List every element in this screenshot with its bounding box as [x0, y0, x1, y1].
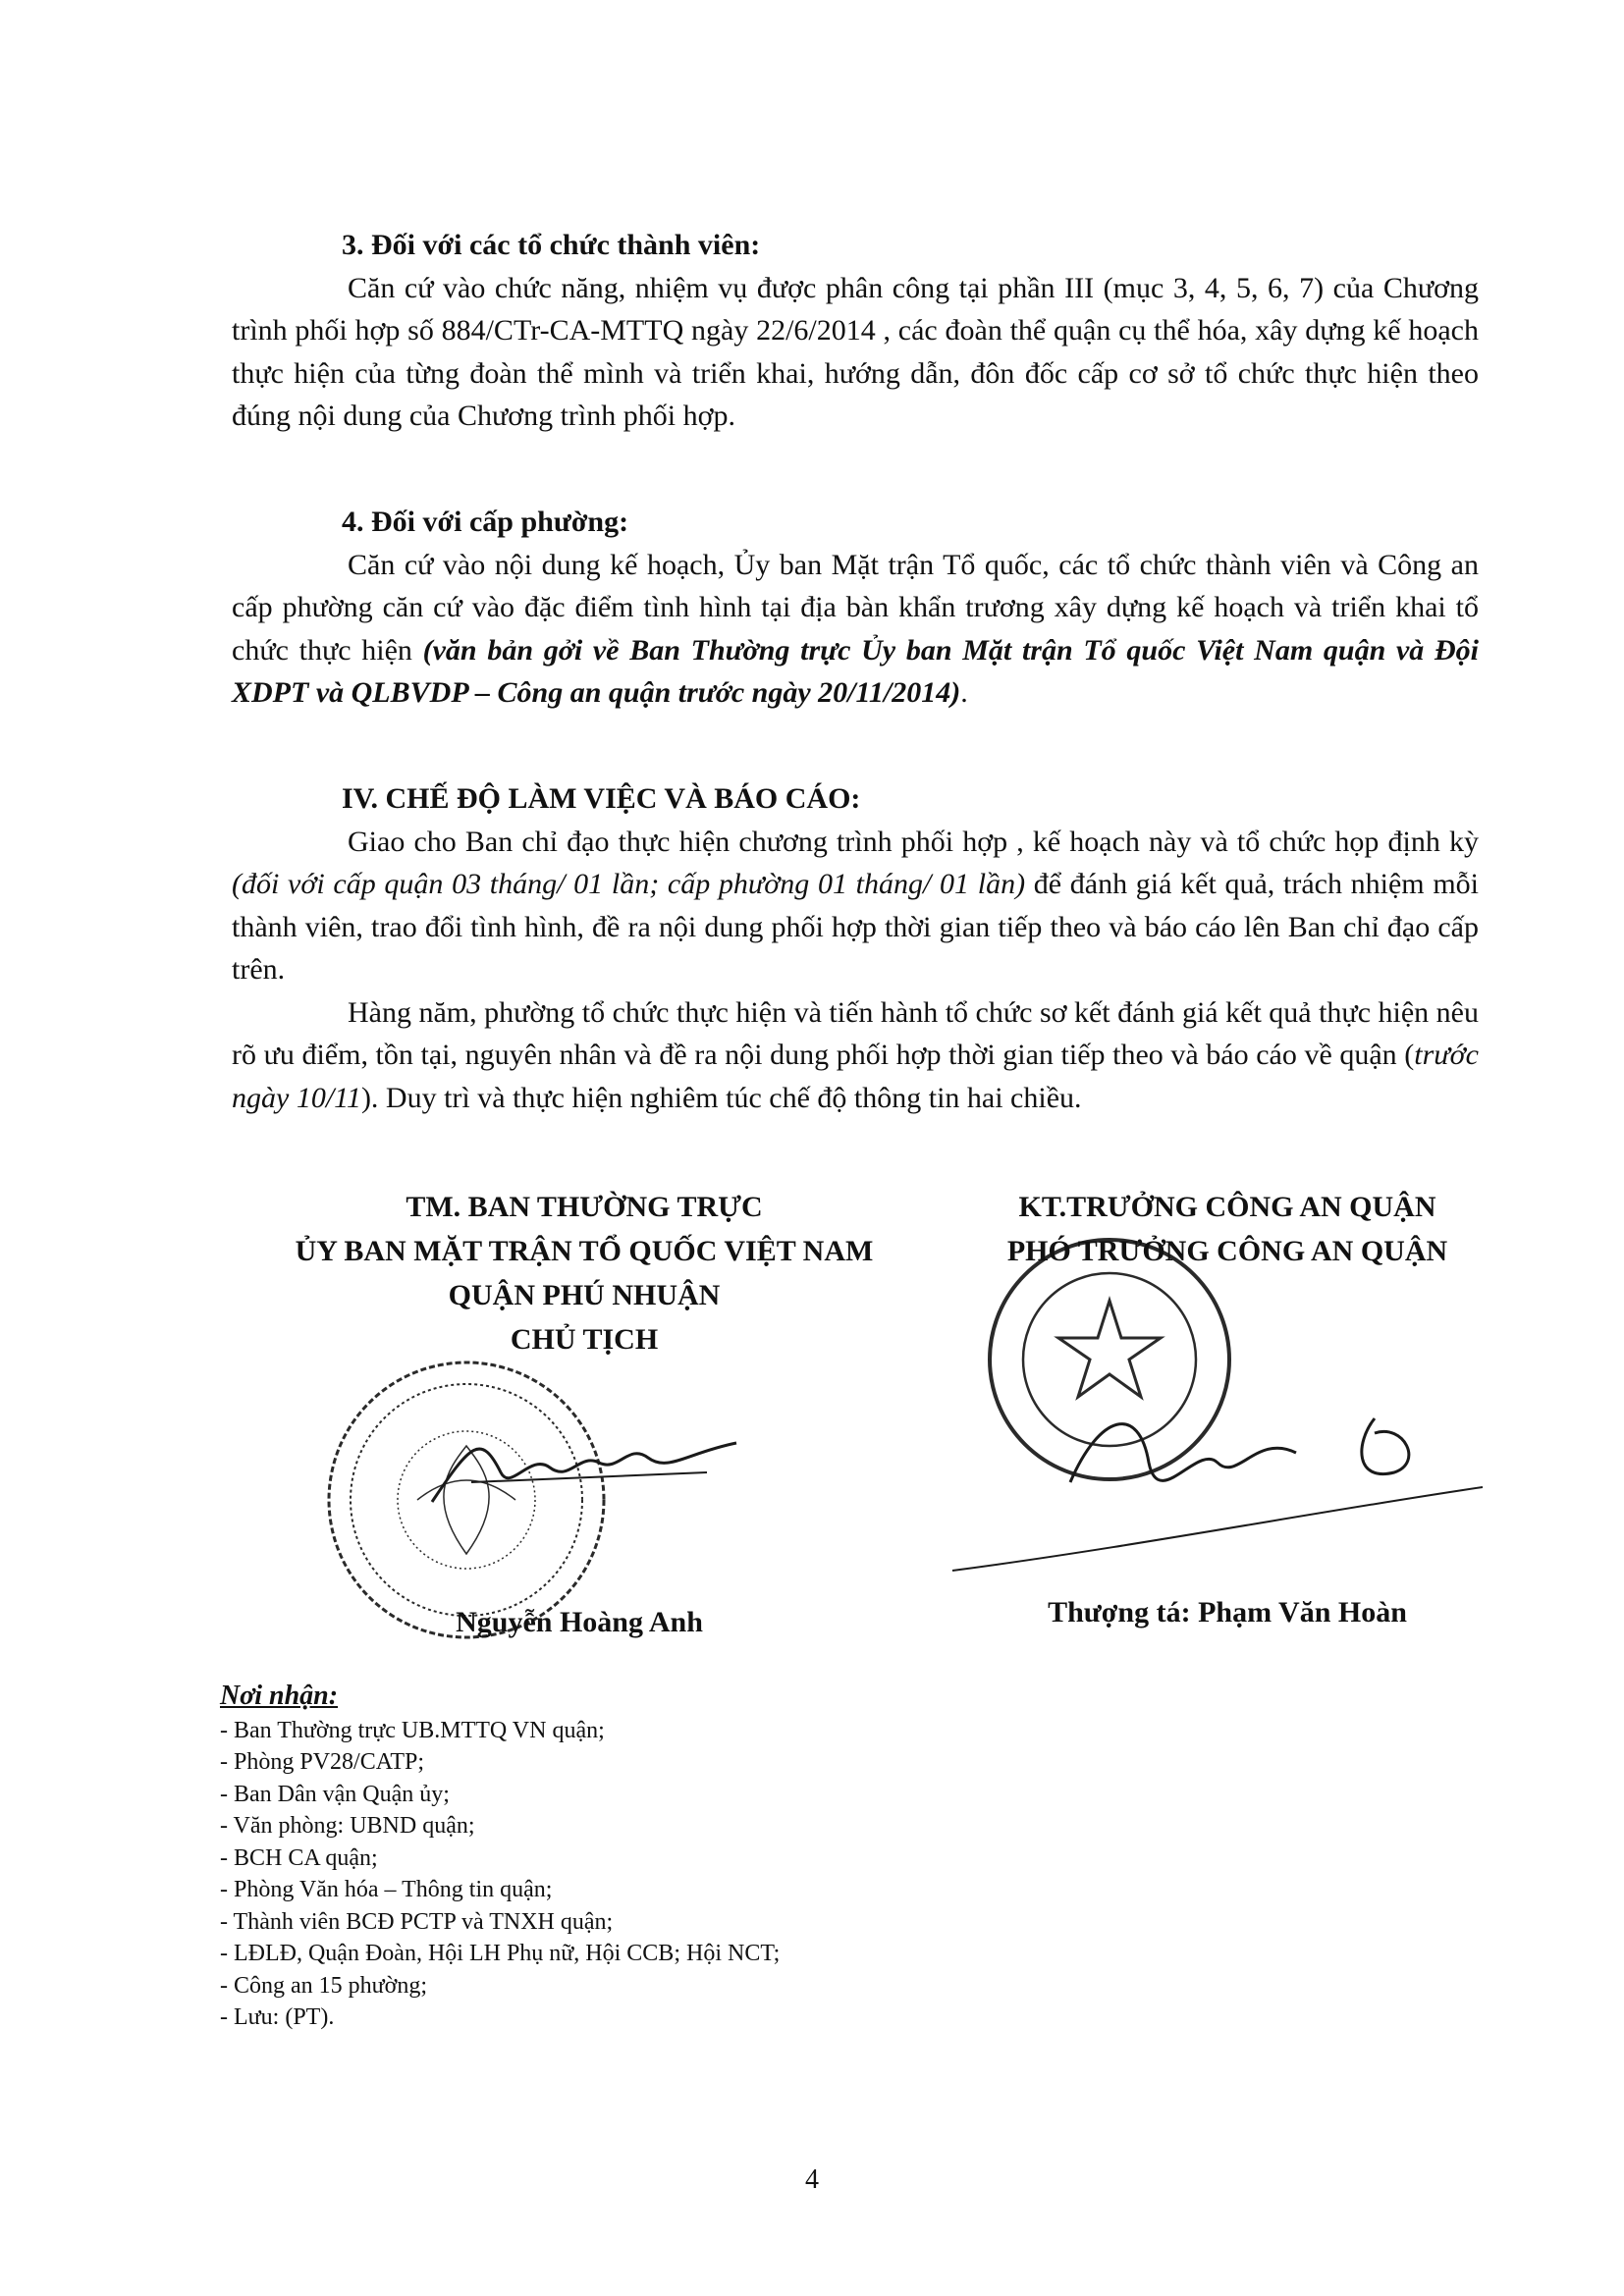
right-signer-name: Thượng tá: Phạm Văn Hoàn	[1048, 1596, 1407, 1629]
right-org-line-1: KT.TRƯỞNG CÔNG AN QUẬN	[1018, 1191, 1436, 1223]
section-iv-paragraph-1	[232, 821, 1479, 991]
recipient-item: - Ban Dân vận Quận ủy;	[220, 1781, 450, 1807]
recipient-item: - Công an 15 phường;	[220, 1972, 428, 1999]
recipient-item: - Thành viên BCĐ PCTP và TNXH quận;	[220, 1908, 614, 1935]
section-3-paragraph: Căn cứ vào chức năng, nhiệm vụ được phân công tại phần III (mục 3, 4, 5, 6, 7) của Chương trình phối hợp số 884/CTr-CA-MTTQ ngày 22/6/2014 , các đoàn thể quận cụ thể hóa, xây dựng kế hoạch thực hiện của từng đoàn thể mình và triển khai, hướng dẫn, đôn đốc cấp cơ sở tổ chức thực hiện theo đúng nội dung của Chương trình phối hợp.	[232, 271, 1479, 432]
section-iv-p2-text: Hàng năm, phường tổ chức thực hiện và tiến hành tổ chức sơ kết đánh giá kết quả thực hiện nêu rõ ưu điểm, tồn tại, nguyên nhân và đề ra nội dung phối hợp thời gian tiếp theo và báo cáo về quận (	[232, 995, 1479, 1071]
section-iv-p1-tail: để đánh giá kết quả, trách nhiệm mỗi thành viên, trao đổi tình hình, đề ra nội dung phối hợp thời gian tiếp theo và báo cáo lên Ban chỉ đạo cấp trên.	[232, 868, 1480, 986]
recipient-item: - Văn phòng: UBND quận;	[220, 1813, 475, 1839]
recipients-list	[220, 1681, 1104, 2034]
page-number: 4	[805, 2164, 819, 2195]
section-iv-p2-tail: ). Duy trì và thực hiện nghiêm túc chế độ thông tin hai chiều.	[360, 1081, 1082, 1114]
section-4-heading: 4. Đối với cấp phường:	[342, 506, 629, 538]
signature-block-left	[216, 1185, 952, 1362]
section-iv-p1-emphasis: (đối với cấp quận 03 tháng/ 01 lần; cấp phường 01 tháng/ 01 lần)	[232, 868, 1026, 900]
section-4	[232, 501, 1479, 715]
recipient-item: - Phòng Văn hóa – Thông tin quận;	[220, 1877, 553, 1902]
left-org-line-3: QUẬN PHÚ NHUẬN	[448, 1279, 721, 1311]
recipient-item: - LĐLĐ, Quận Đoàn, Hội LH Phụ nữ, Hội CCB; Hội NCT;	[220, 1941, 781, 1966]
section-4-paragraph	[232, 544, 1479, 715]
section-iv-heading: IV. CHẾ ĐỘ LÀM VIỆC VÀ BÁO CÁO:	[342, 782, 861, 815]
left-org-line-2: ỦY BAN MẶT TRẬN TỔ QUỐC VIỆT NAM	[295, 1235, 874, 1267]
recipients-title: Nơi nhận:	[220, 1681, 339, 1711]
right-handwritten-signature-icon	[943, 1374, 1492, 1590]
left-org-line-1: TM. BAN THƯỜNG TRỰC	[406, 1191, 763, 1223]
recipient-item: - BCH CA quận;	[220, 1844, 378, 1871]
section-4-tail: .	[960, 676, 968, 709]
left-handwritten-signature-icon	[412, 1414, 766, 1522]
right-org-line-2: PHÓ TRƯỞNG CÔNG AN QUẬN	[1006, 1235, 1448, 1267]
section-iv-p2-emphasis: trước ngày 10/11	[232, 1039, 1479, 1114]
section-3	[232, 224, 1479, 438]
recipient-item: - Ban Thường trực UB.MTTQ VN quận;	[220, 1717, 605, 1743]
section-4-text: Căn cứ vào nội dung kế hoạch, Ủy ban Mặt trận Tổ quốc, các tổ chức thành viên và Công an cấp phường căn cứ vào đặc điểm tình hình tại địa bàn khẩn trương xây dựng kế hoạch và triển khai tổ chức thực hiện	[232, 548, 1479, 667]
section-iv-p1-text: Giao cho Ban chỉ đạo thực hiện chương trình phối hợp , kế hoạch này và tổ chức họp định kỳ	[348, 825, 1479, 858]
section-iv	[232, 777, 1479, 1119]
section-4-emphasis: (văn bản gởi về Ban Thường trực Ủy ban Mặt trận Tổ quốc Việt Nam quận và Đội XDPT và QLBVDP – Công an quận trước ngày 20/11/2014)	[232, 633, 1480, 709]
section-3-heading: 3. Đối với các tổ chức thành viên:	[342, 229, 761, 261]
signature-block-right	[943, 1185, 1512, 1273]
left-title: CHỦ TỊCH	[510, 1323, 659, 1356]
left-signer-name: Nguyễn Hoàng Anh	[456, 1606, 703, 1638]
recipient-item: - Phòng PV28/CATP;	[220, 1749, 425, 1775]
recipient-item: - Lưu: (PT).	[220, 2004, 335, 2030]
section-iv-paragraph-2	[232, 991, 1479, 1120]
